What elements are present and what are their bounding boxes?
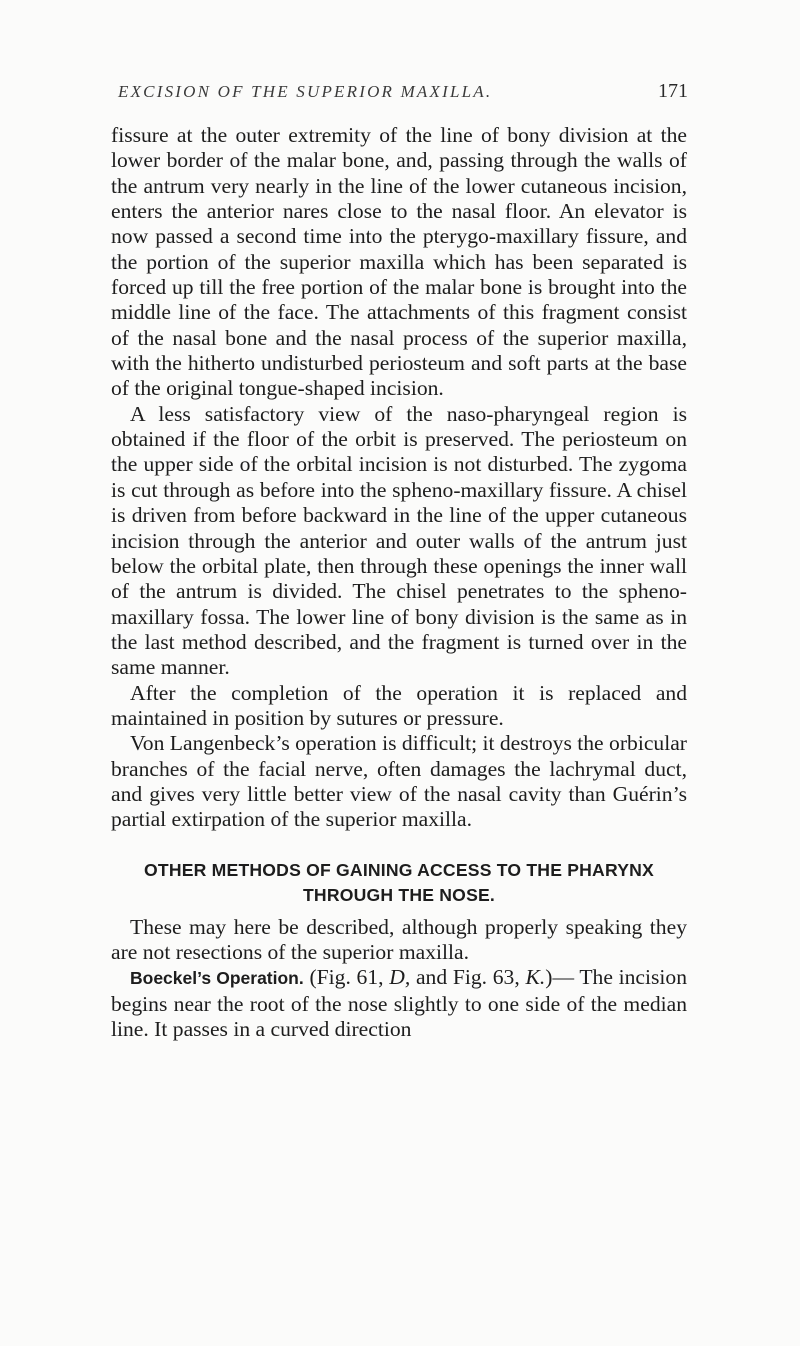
paragraph-continued: fissure at the outer extremity of the line of bony division at the lower border of the malar bone, and, passing through the walls of the antrum very nearly in the line of the lower cutaneous incision, enters the anterior nares close to the nasal floor. An elevator is now passed a second time into the pterygo-maxillary fissure, and the portion of the superior maxilla which has been separated is forced up till the free portion of the malar bone is brought into the middle line of the face. The attachments of this fragment consist of the nasal bone and the nasal process of the superior maxilla, with the hitherto undisturbed periosteum and soft parts at the base of the original tongue-shaped incision. xyxy=(111,123,687,401)
figure-ref-close: )— xyxy=(545,965,575,990)
figure-ref-mid: and Fig. 63, xyxy=(415,965,520,990)
page-number: 171 xyxy=(658,80,688,102)
paragraph-boeckel xyxy=(111,965,687,1042)
body-text xyxy=(111,123,687,1042)
section-heading: OTHER METHODS OF GAINING ACCESS TO THE PHARYNX THROUGH THE NOSE. xyxy=(143,859,654,905)
figure-ref-open: (Fig. 61, xyxy=(309,965,384,990)
paragraph-langenbeck: Von Langenbeck’s operation is difficult; it destroys the orbicular branches of the facial nerve, often damages the lachrymal duct, and gives very little better view of the nasal cavity than Guérin’s partial extirpation of the superior maxilla. xyxy=(111,731,687,832)
running-head xyxy=(112,80,688,114)
running-title: EXCISION OF THE SUPERIOR MAXILLA. xyxy=(118,82,493,101)
boeckel-text: The incision begins near the root of the nose slightly to one side of the median line. It passes in a curved direction xyxy=(111,965,688,1041)
paragraph-orbit-floor: A less satisfactory view of the naso-pharyngeal region is obtained if the floor of the orbit is preserved. The periosteum on the upper side of the orbital incision is not disturbed. The zygoma is cut through as before into the spheno-maxillary fissure. A chisel is driven from before backward in the line of the upper cutaneous incision through the anterior and outer walls of the antrum just below the orbital plate, then through these openings the inner wall of the antrum is divided. The chisel penetrates to the spheno-maxillary fossa. The lower line of bony division is the same as in the last method described, and the fragment is turned over in the same manner. xyxy=(111,401,687,680)
figure-ref-k: K. xyxy=(525,965,546,990)
paragraph-section-intro: These may here be described, although properly speaking they are not resections of the superior maxilla. xyxy=(111,914,687,964)
paragraph-completion: After the completion of the operation it is replaced and maintained in position by sutures or pressure. xyxy=(111,680,687,730)
figure-ref-d: D, xyxy=(389,965,411,990)
boeckel-heading: Boeckel’s Operation. xyxy=(130,968,304,989)
